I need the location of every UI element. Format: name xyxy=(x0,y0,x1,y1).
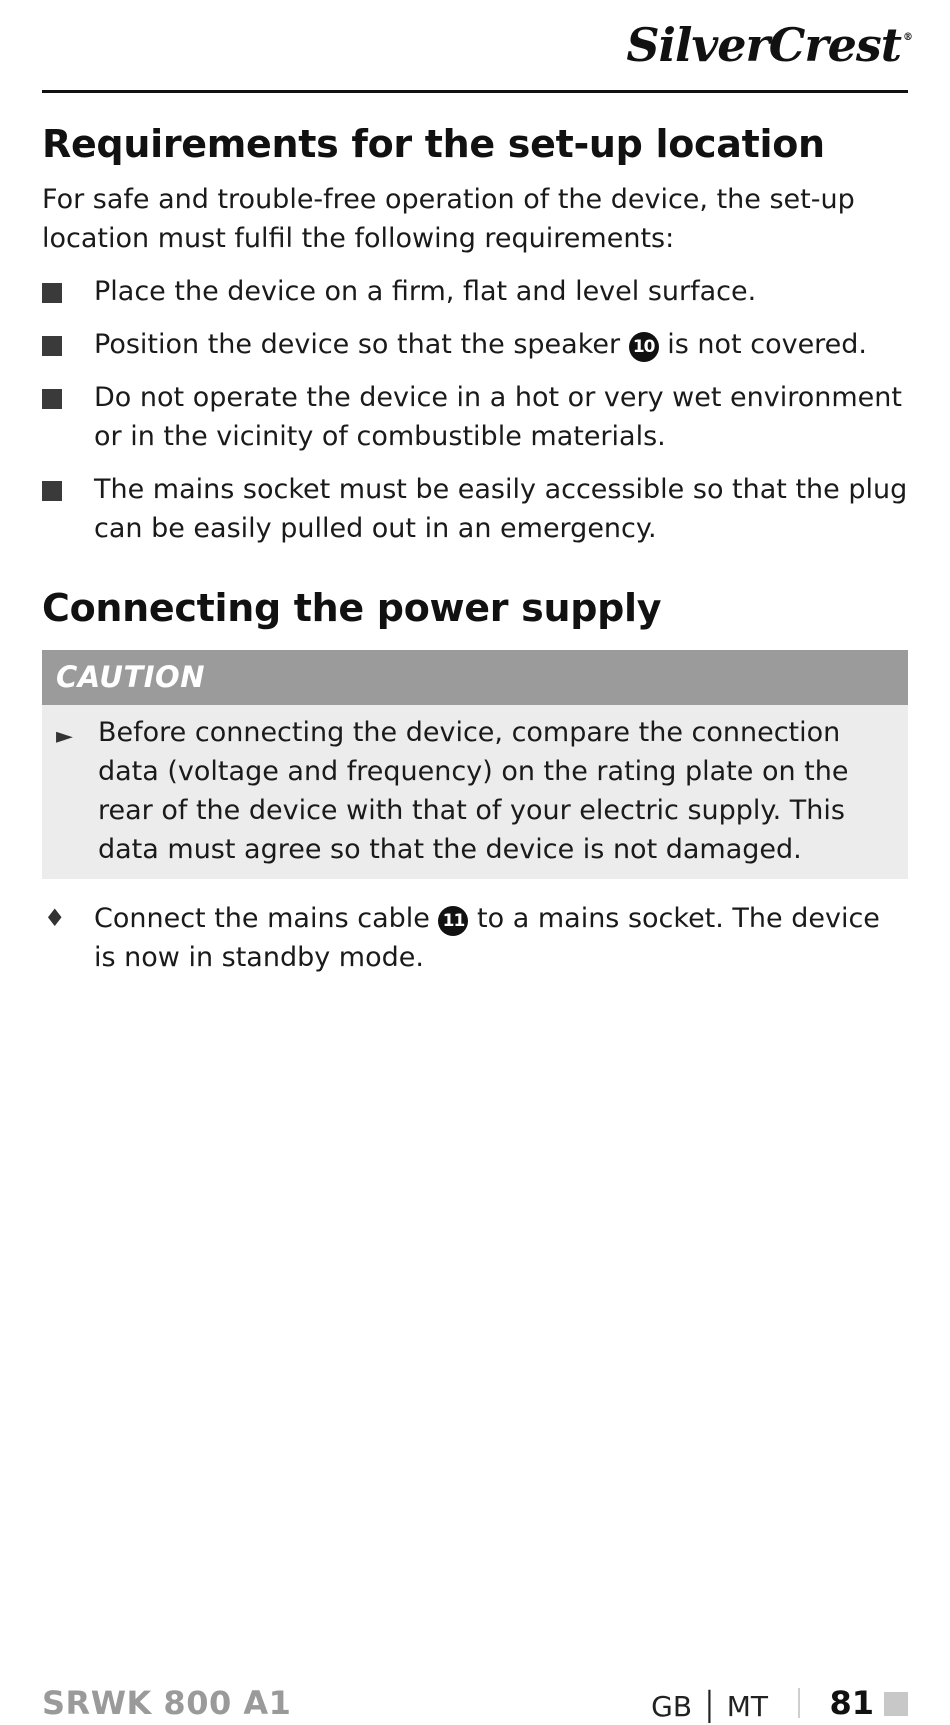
instruction-step xyxy=(42,899,908,977)
square-bullet-icon xyxy=(42,389,62,409)
language-codes: GB │ MT xyxy=(651,1690,768,1723)
page-content xyxy=(42,96,908,977)
footer-divider xyxy=(798,1688,800,1718)
square-bullet-icon xyxy=(42,481,62,501)
list-item xyxy=(42,470,908,548)
triangle-bullet-icon: ► xyxy=(56,724,73,749)
brand-name: SilverCrest xyxy=(626,18,901,72)
list-item xyxy=(42,378,908,456)
list-item-text: is not covered. xyxy=(658,329,868,360)
list-item-text: Do not operate the device in a hot or very wet environment or in the vicinity of combustible materials. xyxy=(94,382,902,452)
list-item xyxy=(42,272,908,311)
list-item-text: Position the device so that the speaker xyxy=(94,329,629,360)
square-bullet-icon xyxy=(42,336,62,356)
page-marker-square xyxy=(884,1692,908,1716)
page-number: 81 xyxy=(829,1684,874,1722)
part-number-badge: 11 xyxy=(438,906,468,936)
section-title-requirements: Requirements for the set-up location xyxy=(42,122,825,166)
caution-box xyxy=(42,650,908,879)
step-text: to a mains socket. The device is now in standby mode. xyxy=(94,903,880,973)
square-bullet-icon xyxy=(42,283,62,303)
list-item-text: The mains socket must be easily accessible so that the plug can be easily pulled out in an emergency. xyxy=(94,474,908,544)
section-title-power-supply: Connecting the power supply xyxy=(42,586,662,630)
brand-logo xyxy=(626,18,910,72)
model-number: SRWK 800 A1 xyxy=(42,1684,292,1722)
caution-label: CAUTION xyxy=(42,650,908,705)
page-footer xyxy=(42,1684,908,1723)
step-text: Connect the mains cable xyxy=(94,903,439,934)
part-number-badge: 10 xyxy=(629,332,659,362)
requirements-intro: For safe and trouble-free operation of the device, the set-up location must fulfil the following requirements: xyxy=(42,184,855,254)
header-rule xyxy=(42,90,908,93)
caution-text: Before connecting the device, compare the connection data (voltage and frequency) on the rating plate on the rear of the device with that of your electric supply. This data must agree so that the device is not damaged. xyxy=(98,717,849,865)
registered-mark: ® xyxy=(903,32,912,43)
caution-body xyxy=(42,705,908,879)
requirements-list xyxy=(42,272,908,548)
diamond-bullet-icon: ♦ xyxy=(44,904,66,932)
list-item xyxy=(42,325,908,364)
list-item-text: Place the device on a firm, flat and level surface. xyxy=(94,276,757,307)
